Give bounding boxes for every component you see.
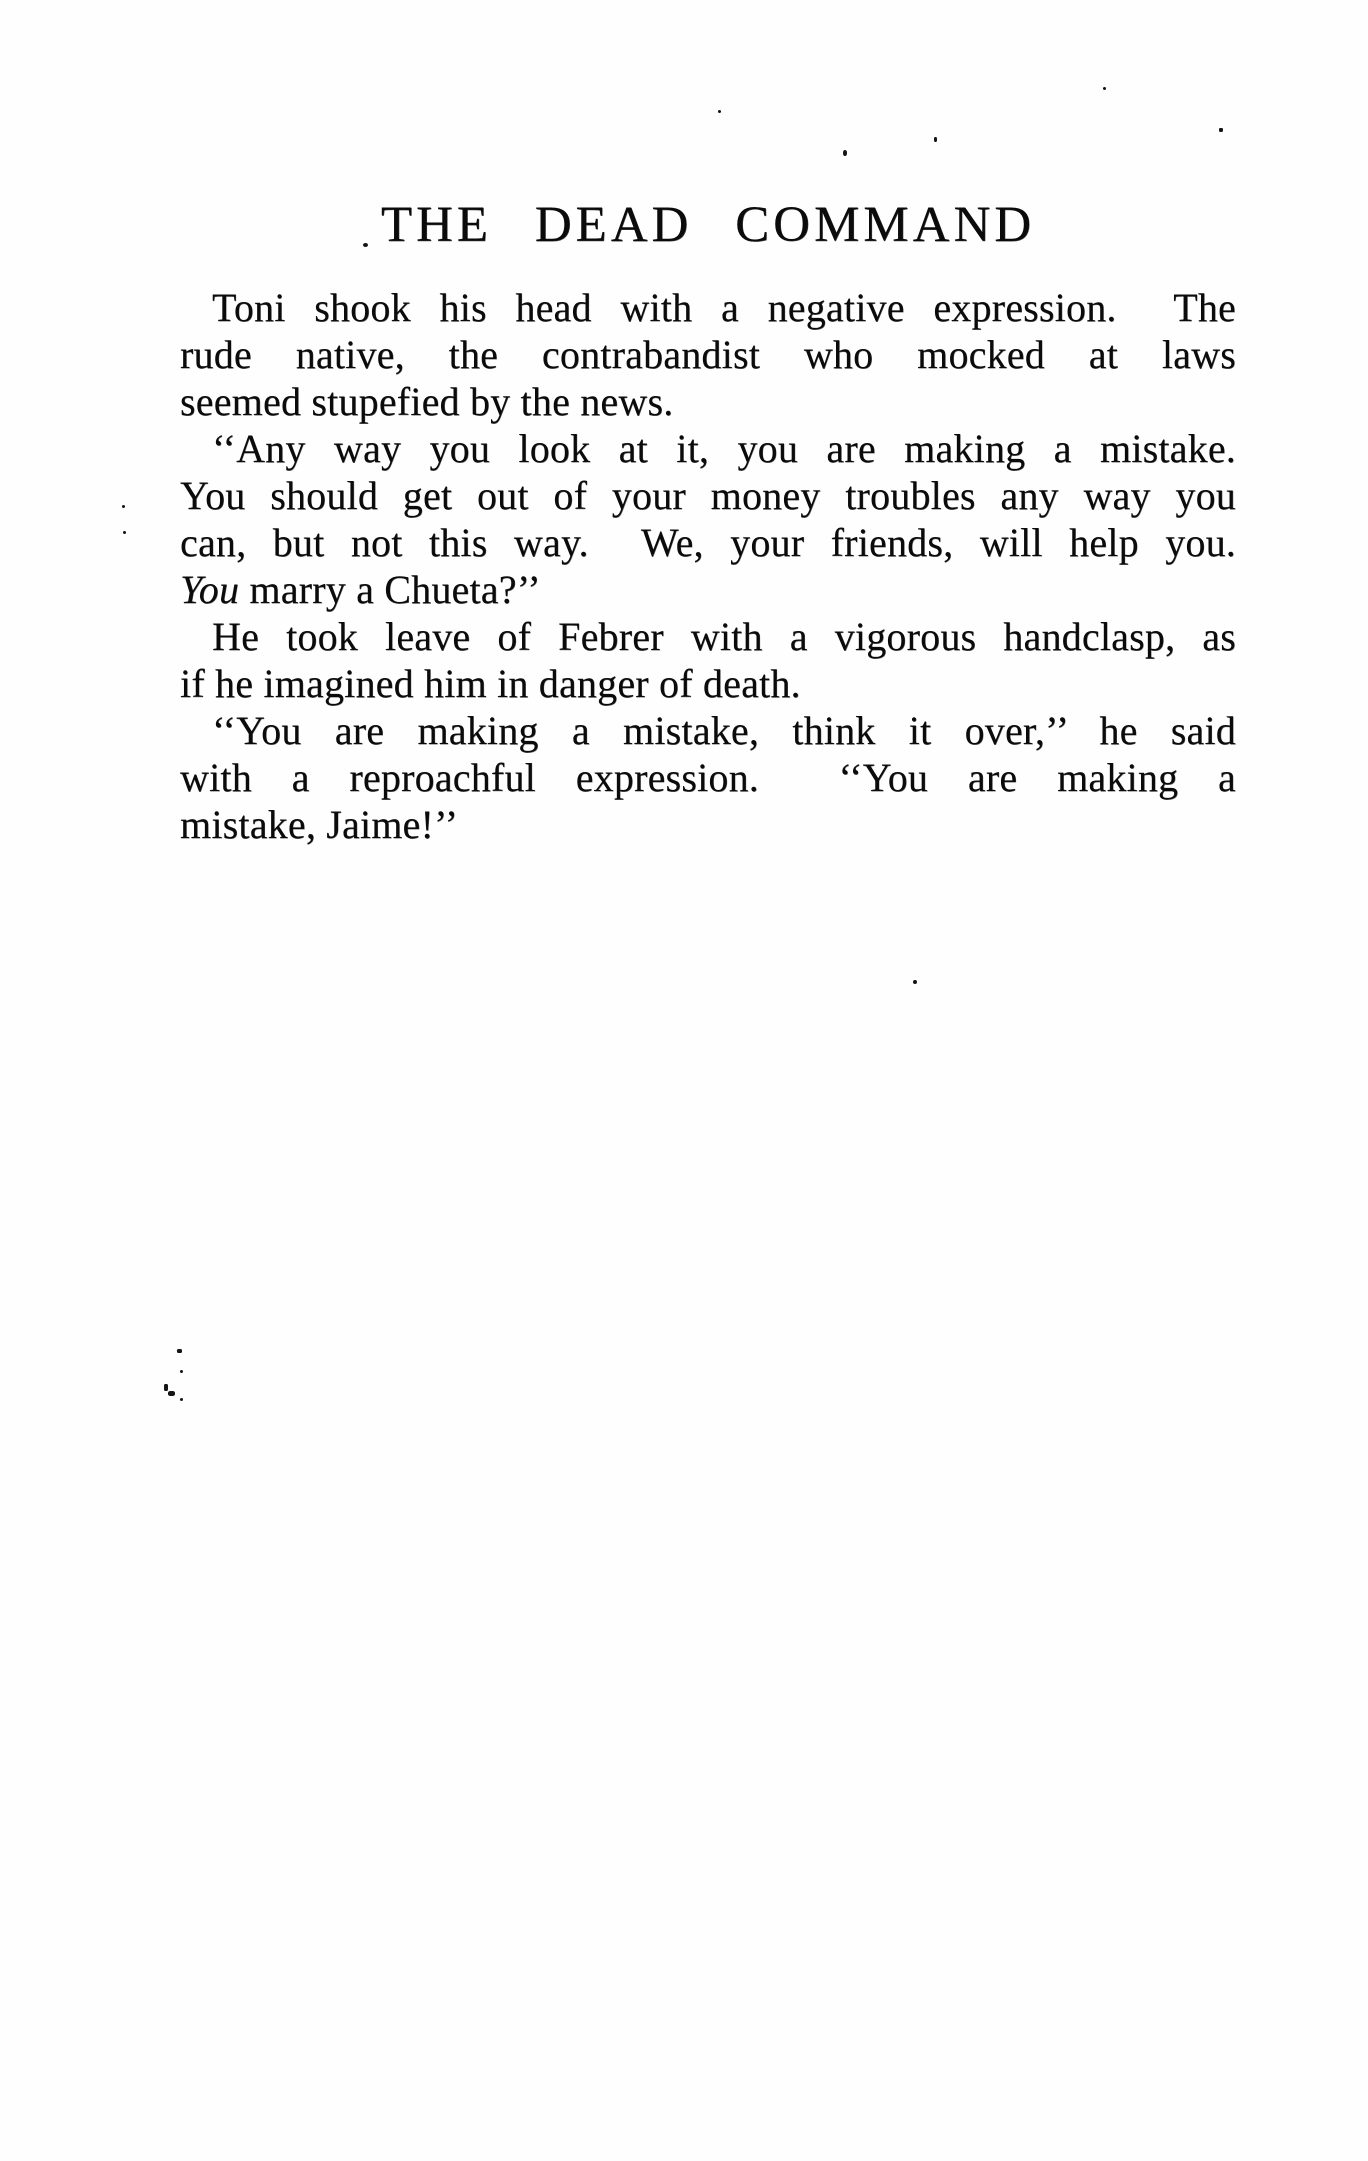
scan-speck [718, 110, 721, 113]
text-line: You should get out of your money troubles any way you [180, 473, 1236, 518]
scan-speck [123, 531, 126, 534]
page-title: THE DEAD COMMAND [380, 197, 1036, 253]
scan-speck [177, 1349, 182, 1353]
scan-speck [168, 1391, 175, 1396]
text-line: ‘‘You are making a mistake, think it over,’’ he said [212, 708, 1236, 753]
text-line: mistake, Jaime!’’ [180, 802, 459, 847]
text-line: Toni shook his head with a negative expression. The [212, 285, 1236, 330]
scan-speck [1219, 128, 1223, 132]
scan-speck [934, 137, 937, 142]
text-line: with a reproachful expression. ‘‘You are making a [180, 755, 1236, 800]
scan-speck [122, 505, 125, 508]
scan-speck [1103, 87, 1106, 90]
text-segment: marry a Chueta?’’ [239, 567, 541, 612]
italic-word: You [180, 567, 240, 612]
text-line [180, 566, 1236, 613]
text-line: seemed stupefied by the news. [180, 379, 674, 424]
scan-speck [180, 1398, 183, 1401]
text-line: rude native, the contrabandist who mocked at laws [180, 332, 1236, 377]
body-text [180, 284, 1236, 848]
scan-speck [913, 980, 917, 984]
scan-speck [843, 150, 847, 156]
text-line: He took leave of Febrer with a vigorous handclasp, as [212, 614, 1236, 659]
scan-speck [180, 1370, 183, 1373]
text-line: can, but not this way. We, your friends, will help you. [180, 520, 1236, 565]
text-line: ‘‘Any way you look at it, you are making a mistake. [212, 426, 1236, 471]
scan-speck [164, 1384, 168, 1391]
text-line: if he imagined him in danger of death. [180, 661, 801, 706]
scan-speck [363, 243, 368, 247]
